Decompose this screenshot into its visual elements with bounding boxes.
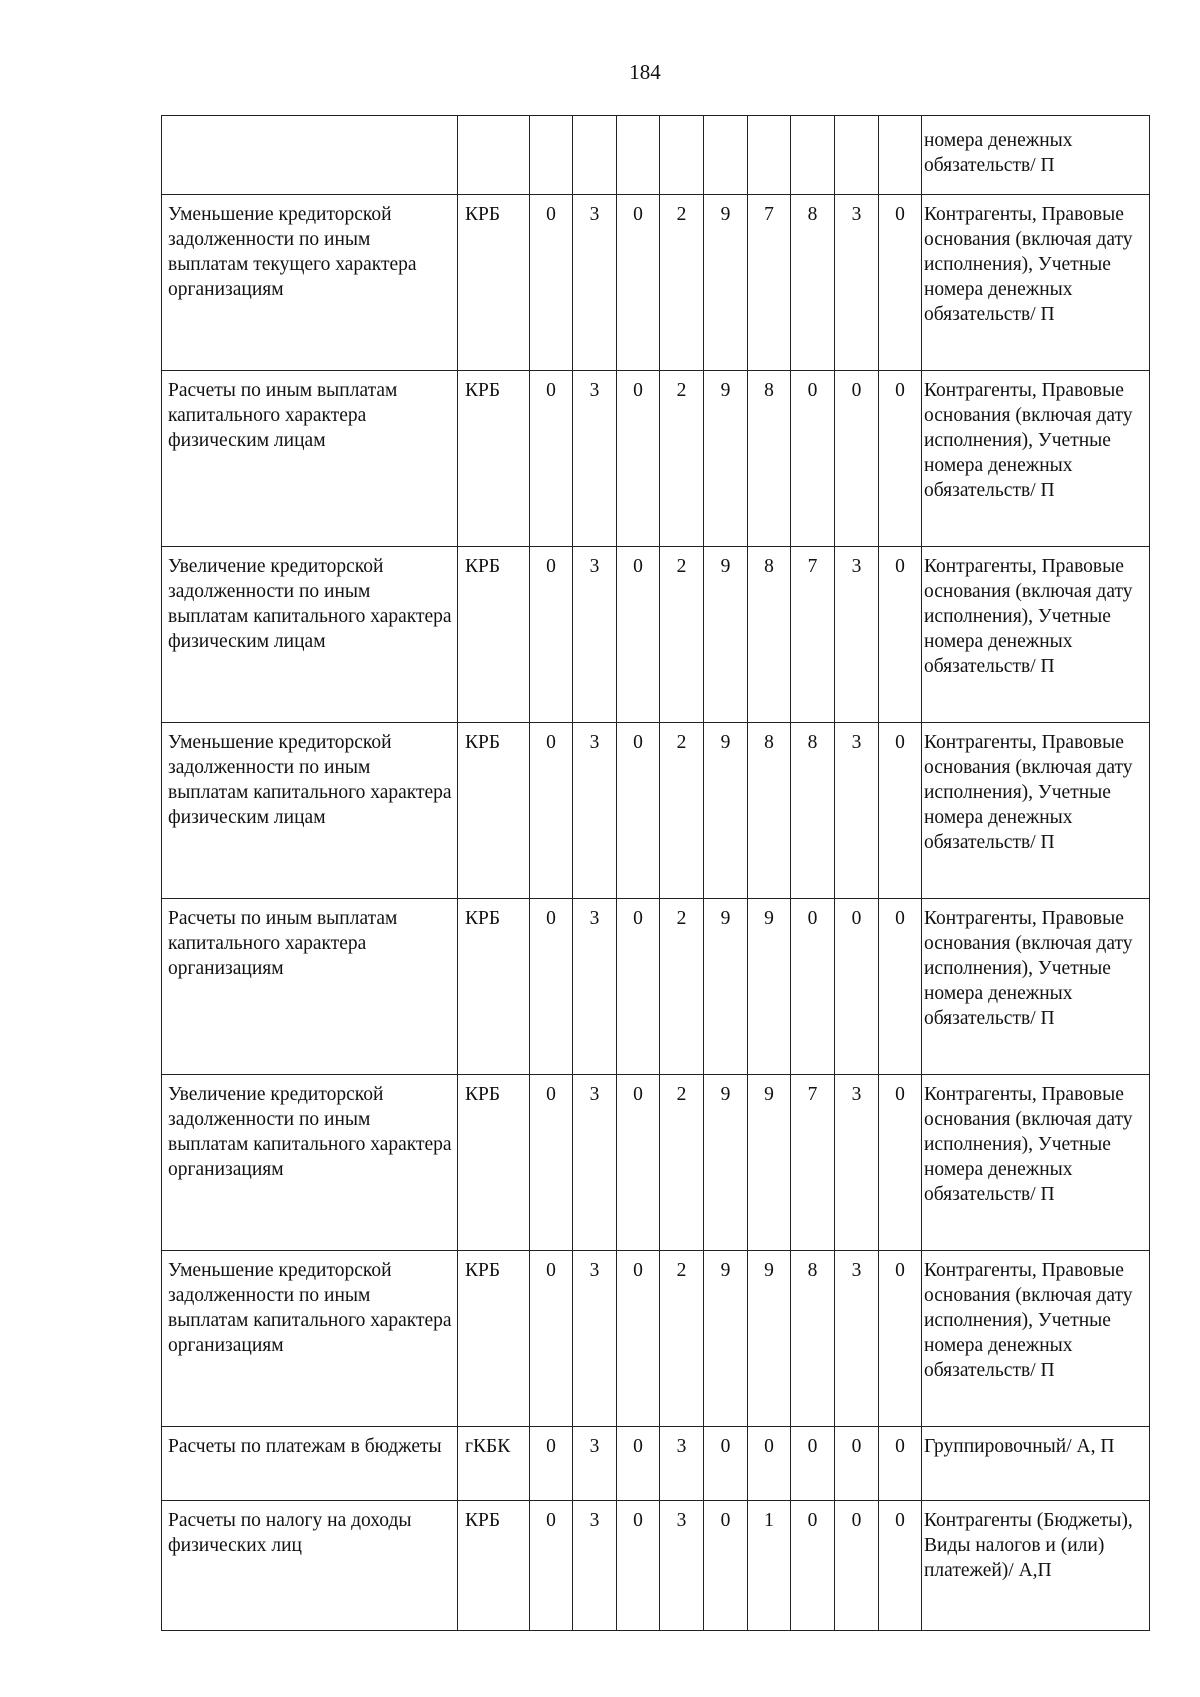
table-row xyxy=(162,899,1150,1075)
digit-cell xyxy=(879,116,922,195)
attributes-cell: Контрагенты, Правовые основания (включая дату исполнения), Учетные номера денежных обязательств/ П xyxy=(922,1251,1150,1427)
code-type-cell: КРБ xyxy=(458,1501,530,1631)
attributes-cell: Контрагенты (Бюджеты), Виды налогов и (или) платежей)/ А,П xyxy=(922,1501,1150,1631)
digit-cell xyxy=(704,116,748,195)
code-type-cell: КРБ xyxy=(458,1075,530,1251)
digit-cell: 9 xyxy=(704,1251,748,1427)
digit-cell: 3 xyxy=(835,547,879,723)
digit-cell: 0 xyxy=(617,1251,660,1427)
digit-cell: 0 xyxy=(879,723,922,899)
digit-cell: 0 xyxy=(835,1427,879,1501)
digit-cell: 8 xyxy=(791,195,835,371)
digit-cell: 0 xyxy=(835,899,879,1075)
digit-cell: 3 xyxy=(573,1427,617,1501)
digit-cell: 0 xyxy=(879,1075,922,1251)
attributes-cell: Контрагенты, Правовые основания (включая дату исполнения), Учетные номера денежных обязательств/ П xyxy=(922,1075,1150,1251)
digit-cell: 2 xyxy=(660,371,704,547)
digit-cell: 3 xyxy=(573,195,617,371)
code-type-cell: КРБ xyxy=(458,899,530,1075)
digit-cell: 0 xyxy=(530,1075,573,1251)
table-row xyxy=(162,1075,1150,1251)
digit-cell: 9 xyxy=(704,1075,748,1251)
digit-cell: 3 xyxy=(573,723,617,899)
code-type-cell: КРБ xyxy=(458,195,530,371)
digit-cell: 0 xyxy=(879,899,922,1075)
digit-cell: 0 xyxy=(530,371,573,547)
digit-cell: 0 xyxy=(617,547,660,723)
digit-cell: 0 xyxy=(617,899,660,1075)
digit-cell: 0 xyxy=(617,1075,660,1251)
digit-cell xyxy=(835,116,879,195)
digit-cell: 0 xyxy=(879,547,922,723)
digit-cell: 0 xyxy=(748,1427,791,1501)
digit-cell: 7 xyxy=(791,1075,835,1251)
attributes-cell: Группировочный/ А, П xyxy=(922,1427,1150,1501)
digit-cell: 8 xyxy=(748,723,791,899)
account-name-cell: Расчеты по платежам в бюджеты xyxy=(162,1427,458,1501)
table-row xyxy=(162,1501,1150,1631)
table-row xyxy=(162,547,1150,723)
digit-cell: 9 xyxy=(748,899,791,1075)
digit-cell: 3 xyxy=(573,1501,617,1631)
digit-cell xyxy=(748,116,791,195)
digit-cell: 1 xyxy=(748,1501,791,1631)
code-type-cell: КРБ xyxy=(458,371,530,547)
digit-cell: 3 xyxy=(573,1251,617,1427)
digit-cell: 3 xyxy=(835,195,879,371)
digit-cell xyxy=(791,116,835,195)
digit-cell: 3 xyxy=(573,1075,617,1251)
account-name-cell: Увеличение кредиторской задолженности по иным выплатам капитального характера организациям xyxy=(162,1075,458,1251)
digit-cell: 0 xyxy=(879,371,922,547)
digit-cell: 8 xyxy=(791,723,835,899)
attributes-cell: Контрагенты, Правовые основания (включая дату исполнения), Учетные номера денежных обязательств/ П xyxy=(922,723,1150,899)
digit-cell: 8 xyxy=(791,1251,835,1427)
table-row xyxy=(162,1427,1150,1501)
digit-cell: 2 xyxy=(660,1075,704,1251)
digit-cell: 0 xyxy=(617,1501,660,1631)
digit-cell: 0 xyxy=(791,371,835,547)
digit-cell: 3 xyxy=(835,723,879,899)
digit-cell: 0 xyxy=(704,1501,748,1631)
accounts-table-wrapper xyxy=(161,115,1149,1631)
digit-cell: 0 xyxy=(835,1501,879,1631)
digit-cell: 0 xyxy=(530,899,573,1075)
digit-cell: 9 xyxy=(704,899,748,1075)
digit-cell: 7 xyxy=(791,547,835,723)
code-type-cell: КРБ xyxy=(458,547,530,723)
digit-cell: 0 xyxy=(617,195,660,371)
digit-cell: 9 xyxy=(704,371,748,547)
digit-cell: 0 xyxy=(791,899,835,1075)
account-name-cell: Расчеты по иным выплатам капитального характера физическим лицам xyxy=(162,371,458,547)
digit-cell: 9 xyxy=(704,723,748,899)
digit-cell: 3 xyxy=(660,1427,704,1501)
digit-cell: 0 xyxy=(617,371,660,547)
digit-cell: 0 xyxy=(791,1427,835,1501)
digit-cell: 2 xyxy=(660,195,704,371)
digit-cell: 0 xyxy=(791,1501,835,1631)
code-type-cell: КРБ xyxy=(458,723,530,899)
account-name-cell: Уменьшение кредиторской задолженности по иным выплатам капитального характера организациям xyxy=(162,1251,458,1427)
digit-cell: 2 xyxy=(660,547,704,723)
digit-cell: 0 xyxy=(530,1251,573,1427)
digit-cell: 0 xyxy=(530,547,573,723)
digit-cell: 0 xyxy=(530,195,573,371)
digit-cell: 9 xyxy=(704,195,748,371)
digit-cell: 3 xyxy=(835,1075,879,1251)
account-name-cell: Уменьшение кредиторской задолженности по иным выплатам текущего характера организациям xyxy=(162,195,458,371)
digit-cell: 2 xyxy=(660,1251,704,1427)
digit-cell: 8 xyxy=(748,547,791,723)
digit-cell xyxy=(617,116,660,195)
attributes-cell: номера денежных обязательств/ П xyxy=(922,116,1150,195)
digit-cell: 0 xyxy=(879,1251,922,1427)
digit-cell xyxy=(660,116,704,195)
digit-cell: 3 xyxy=(660,1501,704,1631)
account-name-cell: Увеличение кредиторской задолженности по иным выплатам капитального характера физическим лицам xyxy=(162,547,458,723)
attributes-cell: Контрагенты, Правовые основания (включая дату исполнения), Учетные номера денежных обязательств/ П xyxy=(922,899,1150,1075)
accounts-table xyxy=(161,115,1150,1631)
digit-cell: 2 xyxy=(660,899,704,1075)
table-row xyxy=(162,1251,1150,1427)
digit-cell: 0 xyxy=(617,1427,660,1501)
account-name-cell: Расчеты по налогу на доходы физических лиц xyxy=(162,1501,458,1631)
digit-cell: 0 xyxy=(617,723,660,899)
page-number: 184 xyxy=(629,60,661,84)
digit-cell: 3 xyxy=(573,899,617,1075)
digit-cell: 0 xyxy=(530,1427,573,1501)
table-row xyxy=(162,371,1150,547)
digit-cell: 0 xyxy=(879,195,922,371)
account-name-cell xyxy=(162,116,458,195)
digit-cell: 9 xyxy=(704,547,748,723)
attributes-cell: Контрагенты, Правовые основания (включая дату исполнения), Учетные номера денежных обязательств/ П xyxy=(922,547,1150,723)
digit-cell: 0 xyxy=(530,1501,573,1631)
digit-cell: 0 xyxy=(530,723,573,899)
code-type-cell: гКБК xyxy=(458,1427,530,1501)
digit-cell: 3 xyxy=(573,371,617,547)
account-name-cell: Расчеты по иным выплатам капитального характера организациям xyxy=(162,899,458,1075)
digit-cell: 0 xyxy=(704,1427,748,1501)
digit-cell: 8 xyxy=(748,371,791,547)
digit-cell xyxy=(573,116,617,195)
digit-cell: 0 xyxy=(879,1501,922,1631)
digit-cell: 2 xyxy=(660,723,704,899)
account-name-cell: Уменьшение кредиторской задолженности по иным выплатам капитального характера физическим лицам xyxy=(162,723,458,899)
code-type-cell: КРБ xyxy=(458,1251,530,1427)
digit-cell: 3 xyxy=(835,1251,879,1427)
table-row xyxy=(162,723,1150,899)
table-row-continuation xyxy=(162,116,1150,195)
digit-cell xyxy=(530,116,573,195)
attributes-cell: Контрагенты, Правовые основания (включая дату исполнения), Учетные номера денежных обязательств/ П xyxy=(922,371,1150,547)
digit-cell: 7 xyxy=(748,195,791,371)
table-row xyxy=(162,195,1150,371)
code-type-cell xyxy=(458,116,530,195)
digit-cell: 3 xyxy=(573,547,617,723)
digit-cell: 9 xyxy=(748,1251,791,1427)
attributes-cell: Контрагенты, Правовые основания (включая дату исполнения), Учетные номера денежных обязательств/ П xyxy=(922,195,1150,371)
digit-cell: 9 xyxy=(748,1075,791,1251)
digit-cell: 0 xyxy=(879,1427,922,1501)
digit-cell: 0 xyxy=(835,371,879,547)
